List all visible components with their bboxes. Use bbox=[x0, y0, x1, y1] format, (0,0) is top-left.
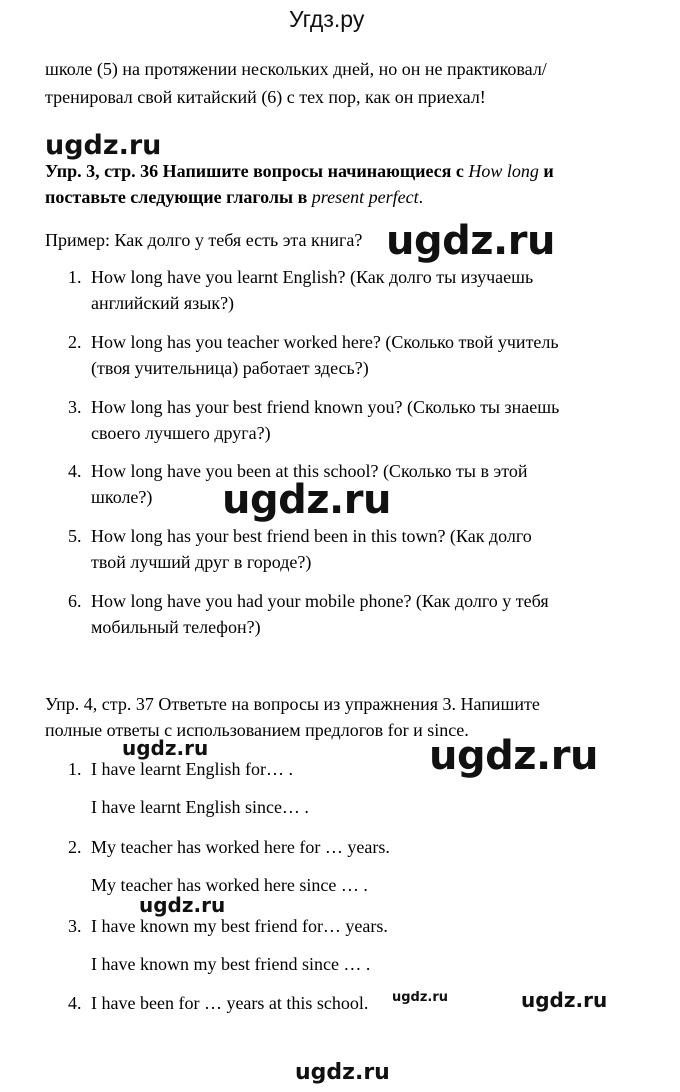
list-item-number: 4. bbox=[68, 461, 82, 481]
list-item-number: 1. bbox=[68, 267, 82, 287]
watermark: ugdz.ru bbox=[386, 218, 555, 264]
exercise-3-heading-part: поставьте следующие глаголы в bbox=[45, 187, 312, 207]
list-item-text: своего лучшего друга?) bbox=[91, 423, 271, 443]
list-item-text: твой лучший друг в городе?) bbox=[91, 552, 312, 572]
list-item-text: My teacher has worked here since … . bbox=[91, 875, 368, 895]
list-item-number: 4. bbox=[68, 993, 82, 1013]
list-item-text: школе?) bbox=[91, 487, 153, 507]
list-item-text: английский язык?) bbox=[91, 293, 235, 313]
list-item-text: How long has your best friend known you? (Сколько ты знаешь bbox=[91, 397, 560, 417]
list-item-text: I have known my best friend for… years. bbox=[91, 916, 388, 936]
exercise-3-heading-period: . bbox=[418, 187, 424, 207]
list-item-text: мобильный телефон?) bbox=[91, 617, 261, 637]
watermark: ugdz.ru bbox=[45, 130, 162, 161]
watermark: ugdz.ru bbox=[392, 990, 449, 1005]
list-item-number: 2. bbox=[68, 837, 82, 857]
footer-watermark: ugdz.ru bbox=[295, 1060, 390, 1085]
list-item-number: 6. bbox=[68, 591, 82, 611]
list-item-text: How long has you teacher worked here? (Сколько твой учитель bbox=[91, 332, 559, 352]
list-item-text: I have learnt English for… . bbox=[91, 759, 293, 779]
watermark: ugdz.ru bbox=[122, 736, 209, 760]
exercise-4-heading-line-1: Упр. 4, стр. 37 Ответьте на вопросы из упражнения 3. Напишите bbox=[45, 694, 540, 714]
list-item-number: 5. bbox=[68, 526, 82, 546]
list-item-text: I have been for … years at this school. bbox=[91, 993, 369, 1013]
exercise-3-example: Пример: Как долго у тебя есть эта книга? bbox=[45, 230, 363, 250]
exercise-4-heading-line-2: полные ответы с использованием предлогов for и since. bbox=[45, 720, 469, 740]
list-item-text: How long have you learnt English? (Как долго ты изучаешь bbox=[91, 267, 534, 287]
list-item-text: I have learnt English since… . bbox=[91, 797, 309, 817]
list-item-number: 3. bbox=[68, 397, 82, 417]
intro-line-2: тренировал свой китайский (6) с тех пор, как он приехал! bbox=[45, 87, 486, 107]
intro-line-1: школе (5) на протяжении нескольких дней, но он не практиковал/ bbox=[45, 59, 547, 79]
list-item-number: 1. bbox=[68, 759, 82, 779]
list-item-text: How long has your best friend been in this town? (Как долго bbox=[91, 526, 532, 546]
exercise-3-heading-italic: How long bbox=[468, 161, 539, 181]
list-item-text: My teacher has worked here for … years. bbox=[91, 837, 390, 857]
exercise-3-heading-part: и bbox=[538, 161, 554, 181]
list-item-text: I have known my best friend since … . bbox=[91, 954, 371, 974]
watermark: ugdz.ru bbox=[429, 733, 598, 779]
watermark: ugdz.ru bbox=[139, 893, 226, 917]
exercise-3-heading-line-2 bbox=[45, 184, 423, 210]
list-item-number: 2. bbox=[68, 332, 82, 352]
list-item-text: How long have you been at this school? (Сколько ты в этой bbox=[91, 461, 528, 481]
page-title: Угдз.ру bbox=[289, 6, 365, 32]
exercise-3-heading-italic: present perfect bbox=[311, 187, 419, 207]
watermark: ugdz.ru bbox=[222, 477, 391, 523]
exercise-3-heading-part: Упр. 3, стр. 36 Напишите вопросы начинающиеся с bbox=[45, 161, 469, 181]
list-item-number: 3. bbox=[68, 916, 82, 936]
list-item-text: How long have you had your mobile phone? (Как долго у тебя bbox=[91, 591, 549, 611]
watermark: ugdz.ru bbox=[521, 988, 608, 1012]
list-item-text: (твоя учительница) работает здесь?) bbox=[91, 358, 369, 378]
exercise-3-heading-line-1 bbox=[45, 158, 554, 184]
